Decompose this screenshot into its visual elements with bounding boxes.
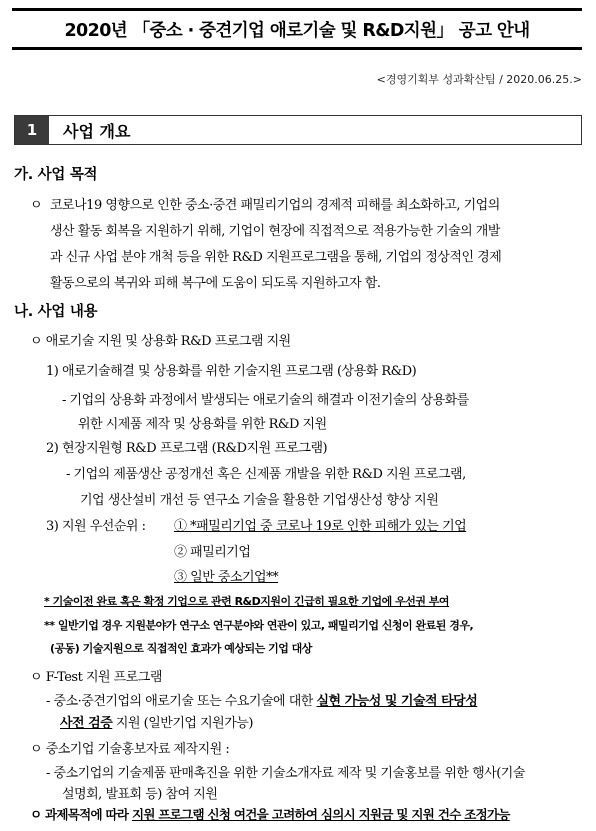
program-desc-text: - 중소·중견기업의 애로기술 또는 수요기술에 대한 bbox=[46, 694, 317, 709]
final-note bbox=[30, 805, 510, 823]
purpose-bullet: ㅇ bbox=[30, 198, 43, 213]
title-box bbox=[12, 8, 582, 50]
dateline: <경영기획부 성과확산팀 / 2020.06.25.> bbox=[376, 73, 582, 86]
page-title: 2020년 「중소 · 중견기업 애로기술 및 R&D지원」 공고 안내 bbox=[64, 20, 530, 41]
final-note-emphasis: 지원 프로그램 신청 여건을 고려하여 심의시 지원금 및 지원 건수 조정가능 bbox=[131, 807, 510, 822]
subprogram-title: 1) 애로기술해결 및 상용화를 위한 기술지원 프로그램 (상용화 R&D) bbox=[46, 364, 417, 379]
subprogram-desc: - 기업의 상용화 과정에서 발생되는 애로기술의 해결과 이전기술의 상용화를 bbox=[62, 393, 469, 408]
program-desc: - 중소기업의 기술제품 판매촉진을 위한 기술소개자료 제작 및 기술홍보를 위한 행사(기술 bbox=[46, 766, 525, 781]
footnote: (공동) 기술지원으로 직접적인 효과가 예상되는 기업 대상 bbox=[50, 642, 312, 655]
priority-item: ② 패밀리기업 bbox=[174, 545, 251, 560]
subprogram-desc: - 기업의 제품생산 공정개선 혹은 신제품 개발을 위한 R&D 지원 프로그램, bbox=[66, 467, 466, 482]
program-item: ㅇ 애로기술 지원 및 상용화 R&D 프로그램 지원 bbox=[30, 334, 291, 349]
priority-label: 3) 지원 우선순위 : bbox=[46, 519, 146, 534]
purpose-line: 과 신규 사업 분야 개척 등을 위한 R&D 지원프로그램을 통해, 기업의 정상적인 경제 bbox=[50, 250, 502, 265]
subprogram-desc: 기업 생산설비 개선 등 연구소 기술을 활용한 기업생산성 향상 지원 bbox=[80, 493, 439, 508]
purpose-line: 활동으로의 복귀와 피해 복구에 도움이 되도록 지원하고자 함. bbox=[50, 276, 381, 291]
section-header bbox=[14, 115, 582, 145]
program-desc bbox=[60, 712, 253, 731]
section-title: 사업 개요 bbox=[63, 121, 131, 141]
program-item: ㅇ 중소기업 기술홍보자료 제작지원 : bbox=[30, 742, 230, 757]
program-desc-emphasis: 사전 검증 bbox=[60, 716, 113, 731]
program-desc-emphasis: 실현 가능성 및 기술적 타당성 bbox=[316, 694, 478, 709]
content-heading: 나. 사업 내용 bbox=[14, 304, 98, 320]
footnote: ** 일반기업 경우 지원분야가 연구소 연구분야와 연관이 있고, 패밀리기업 신청이 완료된 경우, bbox=[44, 619, 474, 632]
program-desc: 설명회, 발표회 등) 참여 지원 bbox=[62, 787, 218, 802]
final-note-text: ㅇ 과제목적에 따라 bbox=[30, 807, 132, 822]
priority-item: ③ 일반 중소기업** bbox=[174, 570, 279, 585]
program-desc bbox=[46, 690, 477, 709]
program-desc-text: 지원 (일반기업 지원가능) bbox=[112, 716, 253, 731]
subprogram-title: 2) 현장지원형 R&D 프로그램 (R&D지원 프로그램) bbox=[46, 441, 328, 456]
purpose-line: 생산 활동 회복을 지원하기 위해, 기업이 현장에 직접적으로 적용가능한 기술의 개발 bbox=[50, 224, 500, 239]
subprogram-desc: 위한 시제품 제작 및 상용화를 위한 R&D 지원 bbox=[78, 417, 327, 432]
purpose-heading: 가. 사업 목적 bbox=[14, 167, 98, 183]
purpose-line: 코로나19 영향으로 인한 중소·중견 패밀리기업의 경제적 피해를 최소화하고, 기업의 bbox=[50, 198, 500, 213]
footnote: * 기술이전 완료 혹은 확정 기업으로 관련 R&D지원이 긴급히 필요한 기업에 우선권 부여 bbox=[44, 595, 450, 608]
section-number: 1 bbox=[15, 116, 49, 144]
priority-item: ① *패밀리기업 중 코로나 19로 인한 피해가 있는 기업 bbox=[174, 519, 467, 534]
program-item: ㅇ F-Test 지원 프로그램 bbox=[30, 670, 162, 685]
